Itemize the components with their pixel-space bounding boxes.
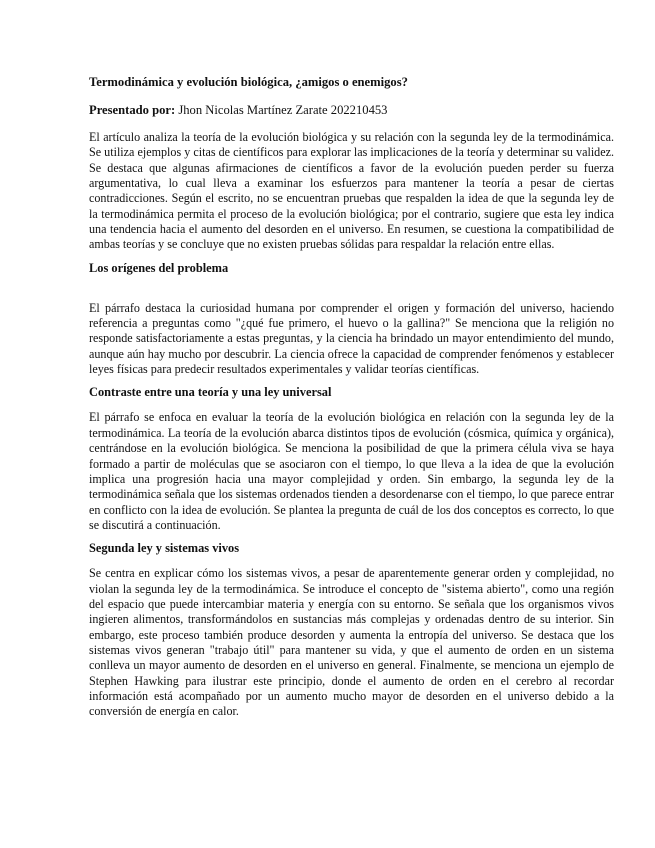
section-heading-living-systems: Segunda ley y sistemas vivos [89, 541, 240, 556]
section-body-living-systems: Se centra en explicar cómo los sistemas vivos, a pesar de aparentemente generar orden y complejidad, no violan la segunda ley de la termodinámica. Se introduce el concepto de "sistema abierto", como una región del espacio que puede intercambiar materia y energía con su entorno. Se señala que los organismos vivos ingieren alimentos, transformándolos en sustancias más complejas y ordenadas dentro de su interior. Sin embargo, este proceso también produce desorden y aumenta la entropía del universo. Se destaca que los sistemas vivos generan "trabajo útil" para mantener su vida, y que el aumento de orden en un sistema conlleva un mayor aumento de desorden en el universo en general. Finalmente, se menciona un ejemplo de Stephen Hawking para ilustrar este principio, donde el aumento de orden en el cerebro al recordar información está acompañado por un aumento mucho mayor de desorden en el universo debido a la conversión de energía en calor. [89, 566, 614, 719]
intro-paragraph: El artículo analiza la teoría de la evolución biológica y su relación con la segunda ley de la termodinámica. Se utiliza ejemplos y citas de científicos para explorar las implicaciones de la teoría y determinar su validez. Se destaca que algunas afirmaciones de científicos a favor de la evolución pueden perder su fuerza argumentativa, lo cual lleva a examinar los esfuerzos para mantener la teoría a pesar de ciertas contradicciones. Según el escrito, no se encuentran pruebas que respalden la idea de que la segunda ley de la termodinámica permita el proceso de la evolución biológica; por el contrario, sugiere que esta ley indica una tendencia hacia el aumento del desorden en el universo. En resumen, se cuestiona la compatibilidad de ambas teorías y se concluye que no existen pruebas sólidas para respaldar la relación entre ellas. [89, 130, 614, 252]
section-spacer [89, 286, 614, 301]
section-heading-contrast: Contraste entre una teoría y una ley universal [89, 385, 332, 400]
presenter-line [89, 102, 614, 119]
section-body-contrast: El párrafo se enfoca en evaluar la teoría de la evolución biológica en relación con la segunda ley de la termodinámica. La teoría de la evolución abarca distintos tipos de evolución (cósmica, química y orgánica), centrándose en la evolución biológica. Se menciona la posibilidad de que la primera célula viva se haya formado a partir de moléculas que se asociaron con el tiempo, lo que lleva a la idea de que la evolución implica una progresión hacia una mayor complejidad y orden. Sin embargo, la segunda ley de la termodinámica señala que los sistemas ordenados tienden a desordenarse con el tiempo, lo que parece entrar en conflicto con la idea de evolución. Se plantea la pregunta de cuál de los dos conceptos es correcto, lo que se discutirá a continuación. [89, 410, 614, 532]
document-page [89, 74, 614, 727]
section-heading-origins: Los orígenes del problema [89, 260, 229, 275]
section-body-origins: El párrafo destaca la curiosidad humana por comprender el origen y formación del universo, haciendo referencia a preguntas como "¿qué fue primero, el huevo o la gallina?" Se menciona que la religión no responde satisfactoriamente a estas preguntas, y la ciencia ha brindado un mayor entendimiento del mundo, aunque aún hay mucho por descubrir. La ciencia ofrece la capacidad de comprender fenómenos y establecer leyes físicas para predecir resultados experimentales y validar teorías científicas. [89, 300, 614, 377]
document-title: Termodinámica y evolución biológica, ¿amigos o enemigos? [89, 75, 408, 89]
presenter-value: Jhon Nicolas Martínez Zarate 202210453 [175, 103, 388, 117]
presenter-label: Presentado por: [89, 103, 176, 117]
